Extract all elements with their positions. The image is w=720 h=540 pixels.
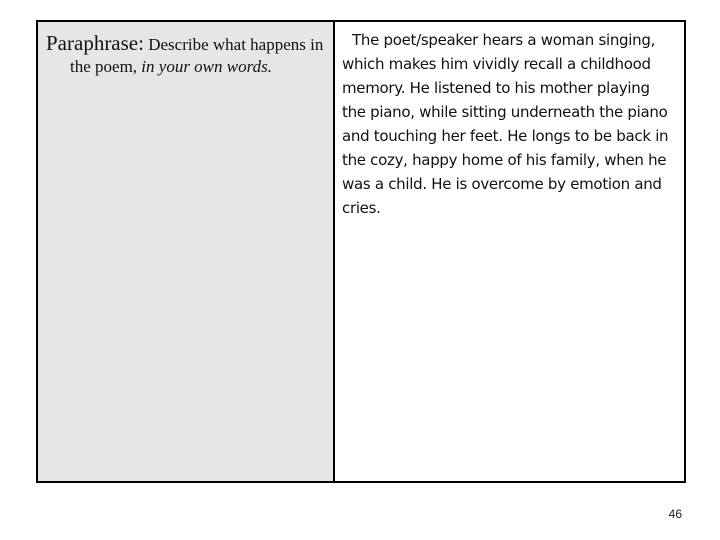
- prompt-cell: [38, 22, 335, 481]
- paraphrase-table: [36, 20, 686, 483]
- prompt-regular: Describe what happens in the poem,: [70, 35, 324, 76]
- answer-cell: [335, 22, 684, 481]
- page-number: 46: [668, 507, 682, 521]
- paraphrase-term: Paraphrase:: [46, 31, 144, 55]
- prompt-text: [46, 32, 325, 78]
- prompt-italic: in your own words.: [141, 57, 272, 76]
- answer-text: The poet/speaker hears a woman singing, which makes him vividly recall a childhood memory. He listened to his mother playing the piano, while sitting underneath the piano and touching her feet. He longs to be back in the cozy, happy home of his family, when he was a child. He is overcome by emotion and cries.: [342, 31, 669, 217]
